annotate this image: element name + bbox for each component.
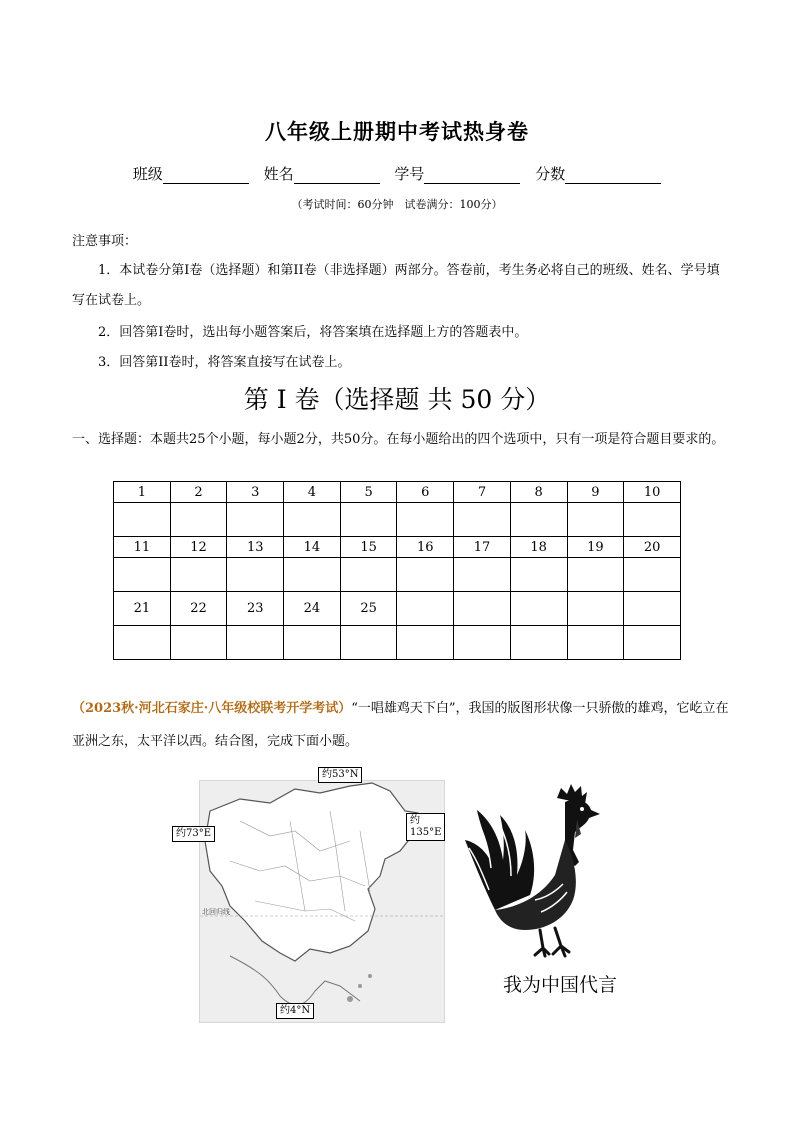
empty-cell xyxy=(567,626,624,660)
label-135e: 约135°E xyxy=(406,813,445,841)
label-73e: 约73°E xyxy=(172,826,215,842)
question-number: 25 xyxy=(340,592,397,626)
empty-cell xyxy=(567,592,624,626)
answer-cell[interactable] xyxy=(170,558,227,592)
tropic-label: 北回归线 xyxy=(202,908,230,916)
page-title: 八年级上册期中考试热身卷 xyxy=(265,120,529,144)
answer-table-answer-row xyxy=(114,626,681,660)
answer-cell[interactable] xyxy=(170,626,227,660)
empty-cell xyxy=(397,592,454,626)
score-blank[interactable] xyxy=(565,167,661,184)
answer-table-number-row xyxy=(114,482,681,503)
rooster-illustration xyxy=(455,780,625,960)
question-number: 3 xyxy=(227,482,284,503)
question-number: 19 xyxy=(567,537,624,558)
answer-cell[interactable] xyxy=(624,558,681,592)
empty-cell xyxy=(624,592,681,626)
answer-cell[interactable] xyxy=(114,626,171,660)
field-id-label: 学号 xyxy=(394,165,425,183)
answer-table xyxy=(113,481,681,660)
answer-table-number-row xyxy=(114,537,681,558)
answer-cell[interactable] xyxy=(227,503,284,537)
field-class xyxy=(133,163,249,184)
answer-cell[interactable] xyxy=(454,503,511,537)
answer-table-answer-row xyxy=(114,503,681,537)
question-stem xyxy=(72,692,732,758)
question-number: 17 xyxy=(454,537,511,558)
china-map xyxy=(176,769,445,1023)
answer-cell[interactable] xyxy=(114,503,171,537)
field-score-label: 分数 xyxy=(535,165,566,183)
label-53n: 约53°N xyxy=(318,767,362,783)
empty-cell xyxy=(510,626,567,660)
notice-item-3: 3．回答第II卷时，将答案直接写在试卷上。 xyxy=(98,355,351,370)
student-info-fields xyxy=(0,163,794,184)
answer-cell[interactable] xyxy=(567,558,624,592)
answer-cell[interactable] xyxy=(624,503,681,537)
question-number: 15 xyxy=(340,537,397,558)
question-number: 22 xyxy=(170,592,227,626)
question-number: 20 xyxy=(624,537,681,558)
question-number: 9 xyxy=(567,482,624,503)
answer-cell[interactable] xyxy=(510,558,567,592)
answer-cell[interactable] xyxy=(284,503,341,537)
section-title: 第 I 卷（选择题 共 50 分） xyxy=(243,385,551,414)
rooster-icon xyxy=(455,780,625,960)
notice-heading: 注意事项： xyxy=(72,234,138,249)
answer-cell[interactable] xyxy=(510,503,567,537)
field-score xyxy=(535,163,661,184)
answer-cell[interactable] xyxy=(397,503,454,537)
question-intro: 一、选择题：本题共25个小题，每小题2分，共50分。在每小题给出的四个选项中，只有一项是符合题目要求的。 xyxy=(72,432,725,447)
question-number: 8 xyxy=(510,482,567,503)
answer-table-number-row xyxy=(114,592,681,626)
question-number: 10 xyxy=(624,482,681,503)
question-number: 21 xyxy=(114,592,171,626)
question-number: 23 xyxy=(227,592,284,626)
question-number: 12 xyxy=(170,537,227,558)
field-class-label: 班级 xyxy=(132,165,163,183)
answer-cell[interactable] xyxy=(227,558,284,592)
answer-cell[interactable] xyxy=(170,503,227,537)
question-number: 18 xyxy=(510,537,567,558)
empty-cell xyxy=(624,626,681,660)
id-blank[interactable] xyxy=(424,167,520,184)
name-blank[interactable] xyxy=(294,167,380,184)
notice-item-1: 1．本试卷分第I卷（选择题）和第II卷（非选择题）两部分。答卷前，考生务必将自己的班级、姓名、学号填写在试卷上。 xyxy=(72,263,720,308)
question-number: 2 xyxy=(170,482,227,503)
answer-cell[interactable] xyxy=(340,558,397,592)
field-name-label: 姓名 xyxy=(263,165,294,183)
rooster-caption: 我为中国代言 xyxy=(502,974,617,996)
question-number: 6 xyxy=(397,482,454,503)
exam-info: （考试时间：60分钟 试卷满分：100分） xyxy=(291,198,503,211)
empty-cell xyxy=(454,592,511,626)
answer-table-answer-row xyxy=(114,558,681,592)
answer-cell[interactable] xyxy=(284,626,341,660)
answer-cell[interactable] xyxy=(454,558,511,592)
empty-cell xyxy=(454,626,511,660)
question-number: 24 xyxy=(284,592,341,626)
answer-cell[interactable] xyxy=(397,558,454,592)
field-name xyxy=(264,163,380,184)
notice-item-2: 2．回答第I卷时，选出每小题答案后，将答案填在选择题上方的答题表中。 xyxy=(98,325,528,340)
answer-cell[interactable] xyxy=(340,626,397,660)
empty-cell xyxy=(510,592,567,626)
question-number: 5 xyxy=(340,482,397,503)
question-number: 7 xyxy=(454,482,511,503)
question-number: 13 xyxy=(227,537,284,558)
question-number: 16 xyxy=(397,537,454,558)
question-number: 4 xyxy=(284,482,341,503)
answer-cell[interactable] xyxy=(284,558,341,592)
class-blank[interactable] xyxy=(163,167,249,184)
label-4n: 约4°N xyxy=(276,1003,314,1019)
answer-cell[interactable] xyxy=(567,503,624,537)
field-id xyxy=(394,163,520,184)
question-number: 11 xyxy=(114,537,171,558)
empty-cell xyxy=(397,626,454,660)
question-number: 14 xyxy=(284,537,341,558)
question-number: 1 xyxy=(114,482,171,503)
answer-cell[interactable] xyxy=(340,503,397,537)
question-source: （2023秋·河北石家庄·八年级校联考开学考试） xyxy=(72,701,352,716)
answer-cell[interactable] xyxy=(227,626,284,660)
answer-cell[interactable] xyxy=(114,558,171,592)
question-text: “一唱雄鸡天下白”，我国的版图形状像一只骄傲的雄鸡，它屹立在亚洲之东，太平洋以西。结合图，完成下面小题。 xyxy=(72,701,729,749)
